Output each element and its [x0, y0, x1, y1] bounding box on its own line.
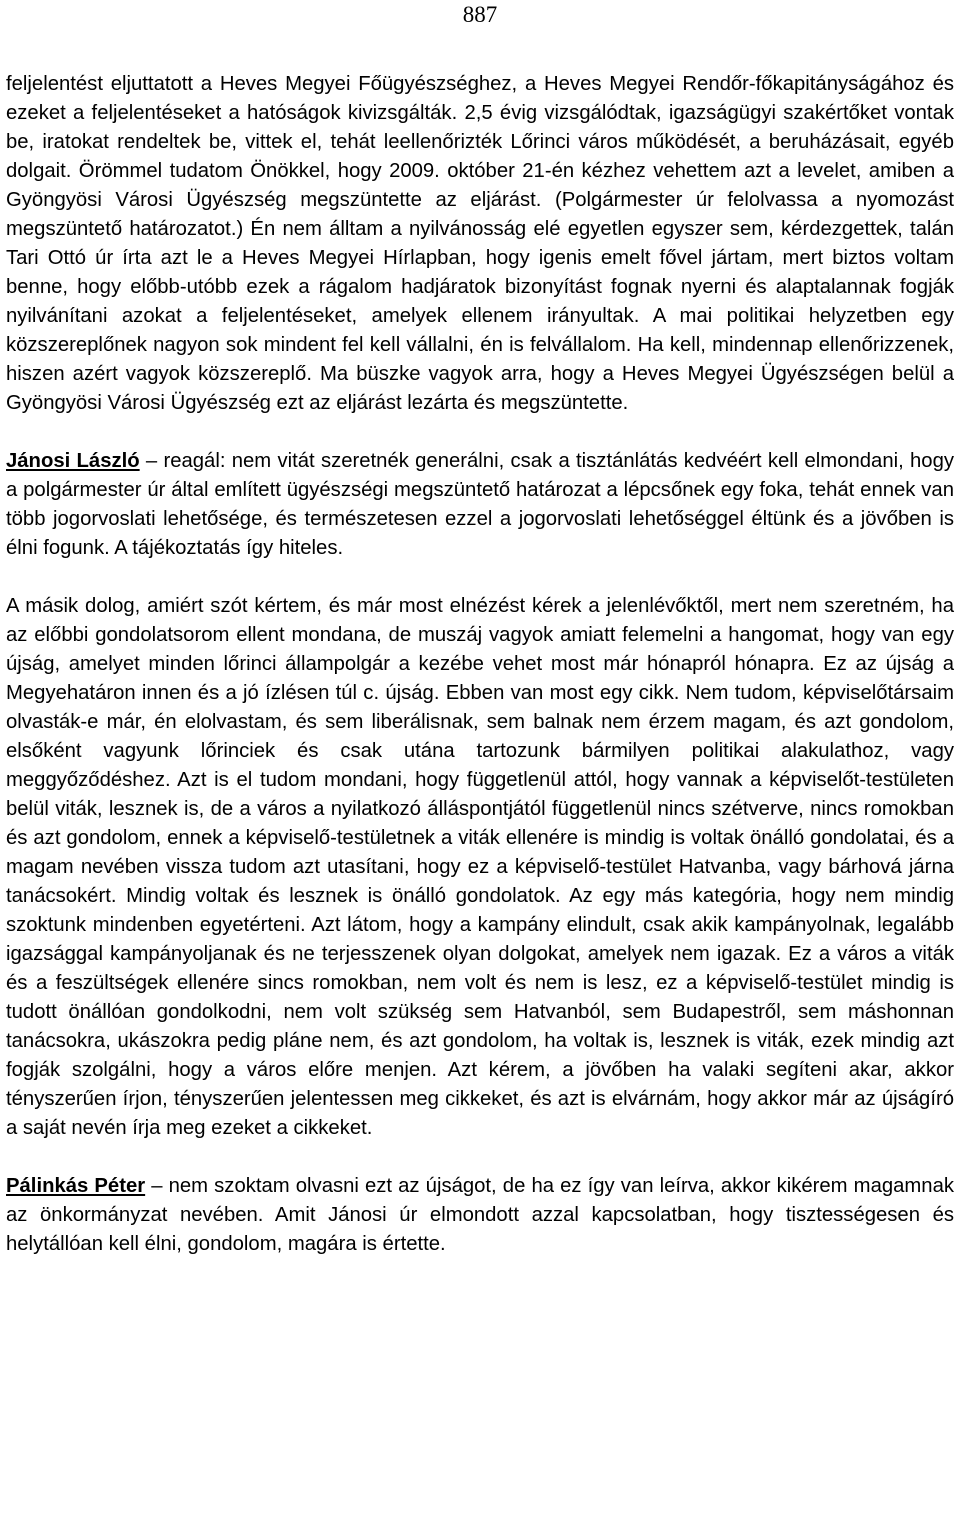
paragraph-janosi-newspaper [6, 592, 954, 1143]
paragraph-text: – nem szoktam olvasni ezt az újságot, de ha ez így van leírva, akkor kikérem magamnak az önkormányzat nevében. Amit Jánosi úr elmondott azzal kapcsolatban, hogy tisztességesen és helytállóan kell élni, gondolom, magára is értette. [6, 1175, 954, 1255]
paragraph-text: feljelentést eljuttatott a Heves Megyei Főügyészséghez, a Heves Megyei Rendőr-főkapitányságához és ezeket a feljelentéseket a hatóságok kivizsgálták. 2,5 évig vizsgálódtak, igazságügyi szakértőket vontak be, iratokat rendeltek be, vittek el, tehát leellenőrizték Lőrinci város működését, a beruházásait, egyéb dolgait. Örömmel tudatom Önökkel, hogy 2009. október 21-én kézhez vehettem azt a levelet, amiben a Gyöngyösi Városi Ügyészség megszüntette az eljárást. (Polgármester úr felolvassa a nyomozást megszüntető határozatot.) Én nem álltam a nyilvánosság elé egyetlen egyszer sem, kérdezgettek, talán Tari Ottó úr írta azt le a Heves Megyei Hírlapban, hogy igenis emelt fővel jártam, mert biztos voltam benne, hogy előbb-utóbb ezek a rágalom hadjáratok bizonyítást fognak nyerni és alaptalannak fogják nyilvánítani azokat a feljelentéseket, amelyek ellenem irányultak. A mai politikai helyzetben egy közszereplőnek nagyon sok mindent fel kell vállalni, én is felvállalom. Ha kell, mindennap ellenőrizzenek, hiszen azért vagyok közszereplő. Ma büszke vagyok arra, hogy a Heves Megyei Ügyészségen belül a Gyöngyösi Városi Ügyészség ezt az eljárást lezárta és megszüntette. [6, 73, 954, 414]
paragraph-text: A másik dolog, amiért szót kértem, és már most elnézést kérek a jelenlévőktől, mert nem szeretném, ha az előbbi gondolatsorom ellent mondana, de muszáj vagyok amiatt felemelni a hangomat, hogy van egy újság, amelyet minden lőrinci állampolgár a kezébe vehet most már hónapról hónapra. Ez az újság a Megyehatáron innen és a jó ízlésen túl c. újság. Ebben van most egy cikk. Nem tudom, képviselőtársaim olvasták-e már, én elolvastam, és sem liberálisnak, sem balnak nem érzem magam, és azt gondolom, elsőként vagyunk lőrinciek és csak utána tartozunk bármilyen politikai alakulathoz, vagy meggyőződéshez. Azt is el tudom mondani, hogy függetlenül attól, hogy vannak a képviselőt-testületen belül viták, lesznek is, de a város a nyilatkozó álláspontjától függetlenül nincs szétverve, nincs romokban és azt gondolom, ennek a képviselő-testületnek a viták ellenére is mindig is voltak önálló gondolatai, és a magam nevében vissza tudom azt utasítani, hogy ez a képviselő-testület Hatvanba, vagy bárhová járna tanácsokért. Mindig voltak és lesznek is önálló gondolatok. Az egy más kategória, hogy nem mindig szoktunk mindenben egyetérteni. Azt látom, hogy a kampány elindult, csak akik kampányolnak, legalább igazsággal kampányoljanak és ne terjesszenek olyan dolgokat, amelyek nem igazak. Ez a város a viták és a feszültségek ellenére sincs romokban, nem volt és nem is lesz, ez a képviselő-testület mindig is tudott önállóan gondolkodni, nem volt szükség sem Hatvanból, sem Budapestről, sem máshonnan tanácsokra, ukászokra pedig pláne nem, és azt gondolom, ha voltak is, lesznek is viták, ezek mindig azt fogják szolgálni, hogy a város előre menjen. Azt kérem, a jövőben ha valaki segíteni akar, akkor tényszerűen írjon, tényszerűen jelentessen meg cikkeket, és azt is elvárnám, hogy akkor már az újságíró a saját nevén írja meg ezeket a cikkeket. [6, 595, 954, 1139]
speaker-name: Pálinkás Péter [6, 1175, 146, 1197]
paragraph-janosi-reply [6, 447, 954, 563]
speaker-name: Jánosi László [6, 450, 140, 472]
document-body [6, 70, 954, 1259]
paragraph-text: – reagál: nem vitát szeretnék generálni, csak a tisztánlátás kedvéért kell elmondani, hogy a polgármester úr által említett ügyészségi megszüntető határozat a lépcsőnek egy foka, tehát ennek van több jogorvoslati lehetősége, és természetesen ezzel a jogorvoslati lehetőséggel éltünk és a jövőben is élni fogunk. A tájékoztatás így hiteles. [6, 450, 954, 559]
page-number: 887 [462, 2, 498, 27]
paragraph-palinkas-reply [6, 1172, 954, 1259]
paragraph-mayor-continuation [6, 70, 954, 418]
